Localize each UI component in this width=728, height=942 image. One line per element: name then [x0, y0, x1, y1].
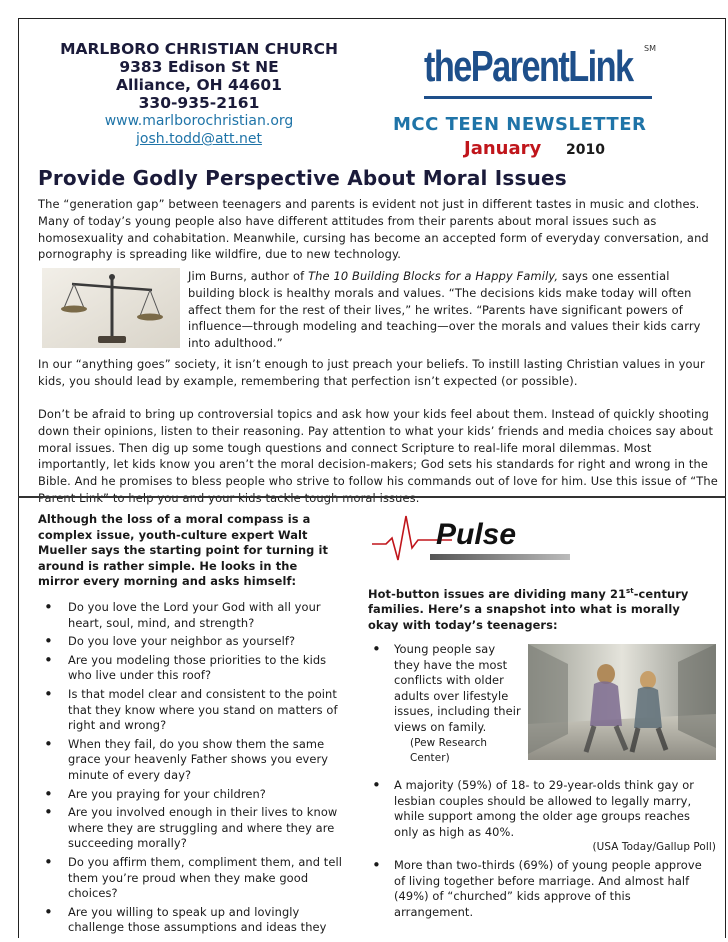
mirror-questions-list	[38, 600, 344, 939]
section-divider	[18, 496, 726, 498]
list-item: • Are you willing to speak up and lovingly challenge those assumptions and ideas they	[38, 905, 344, 936]
church-phone: 330-935-2161	[138, 94, 260, 112]
list-item: • When they fail, do you show them the same grace your heavenly Father shows you every minute of every day?	[38, 737, 344, 784]
list-item: • Do you love your neighbor as yourself?	[38, 634, 344, 650]
stat-text: More than two-thirds (69%) of young people approve of living together before marriage. And almost half (49%) of “churched” kids approve of this arrangement.	[394, 858, 702, 919]
stat-source: (USA Today/Gallup Poll)	[592, 841, 716, 854]
newsletter-title: MCC TEEN NEWSLETTER	[393, 114, 647, 135]
pulse-intro	[368, 584, 714, 634]
pulse-stat-marriage	[372, 776, 716, 856]
mirror-questions-heading: Although the loss of a moral compass is a complex issue, youth-culture expert Walt Mueller says the starting point for turning it around is rather simple. He looks in the mirror every morning and asks himself:	[38, 512, 329, 589]
logo-underline	[424, 96, 652, 99]
bullet-icon: •	[372, 640, 381, 658]
pulse-underline	[430, 554, 570, 560]
pulse-stat-conflicts	[372, 640, 522, 767]
book-title: The 10 Building Blocks for a Happy Family,	[308, 269, 559, 283]
pulse-intro-a: Hot-button issues are dividing many 21	[368, 586, 627, 601]
newsletter-month: January	[464, 138, 542, 159]
article-paragraph-lead-by-example: In our “anything goes” society, it isn’t enough to just preach your beliefs. To instill lasting Christian values in your kids, you should lead by example, remembering that perfection isn’t expected (or possible).	[38, 357, 705, 388]
pulse-intro-b: -century families. Here’s a snapshot into what is morally okay with today’s teenagers:	[368, 586, 689, 632]
article-paragraph-controversial-topics: Don’t be afraid to bring up controversial topics and ask how your kids feel about them. Instead of quickly shooting down their opinions, listen to their reasoning. Pay attention to what your kids’ friends and media choices say about moral issues. Then dig up some tough questions and connect Scripture to real-life moral dilemmas. Most importantly, let kids know you aren’t the moral decision-makers; God sets his standards for right and wrong in the Bible. And he promises to bless people who strive to follow his commands out of love for him. Use this issue of “The	[38, 407, 718, 489]
quote-lead-in: Jim Burns, author of	[188, 269, 309, 283]
service-mark: SM	[644, 44, 656, 53]
church-website-link[interactable]: www.marlborochristian.org	[104, 113, 294, 129]
list-item: • Do you affirm them, compliment them, and tell them you’re proud when they make good choices?	[38, 855, 344, 902]
newsletter-year: 2010	[566, 142, 605, 158]
running-kids-photo	[528, 644, 716, 760]
parent-link-logo	[424, 40, 664, 100]
stat-text: A majority (59%) of 18- to 29-year-olds think gay or lesbian couples should be allowed to legally marry, while support among the older age groups reaches only as high as 40%.	[394, 778, 695, 839]
church-street: 9383 Edison St NE	[119, 58, 279, 76]
logo-text: theParentLink	[424, 42, 633, 91]
list-item: • Are you praying for your children?	[38, 787, 344, 803]
quote-body: says one essential building block is healthy morals and values. “The decisions kids make today will often affect them for the rest of their lives,” he writes. “Parents have significant powers of influence—through modeling and teaching—over the morals and values their kids carry into adulthood.”	[188, 269, 701, 351]
church-email-link[interactable]: josh.todd@att.net	[136, 131, 262, 147]
article-intro: The “generation gap” between teenagers and parents is evident not just in different tastes in music and clothes. Many of today’s young people also have different attitudes from their parents about moral issues such as homosexuality and cohabitation. Meanwhile, cursing has become an accepted form of everyday conversation, and pornography is spreading like wildfire, due to new technology.	[38, 197, 709, 262]
list-item: • Do you love the Lord your God with all your heart, soul, mind, and strength?	[38, 600, 344, 631]
list-item: • Is that model clear and consistent to the point that they know where you stand on matters of right and wrong?	[38, 687, 344, 734]
bullet-icon: •	[372, 856, 381, 874]
list-item: • Are you modeling those priorities to the kids who live under this roof?	[38, 653, 344, 684]
pulse-intro-sup: st	[626, 587, 634, 595]
balance-scale-image	[42, 268, 180, 348]
church-city: Alliance, OH 44601	[116, 76, 282, 94]
pulse-title: Pulse	[436, 518, 517, 551]
list-item: • Are you involved enough in their lives to know where they are struggling and where they are succeeding morally?	[38, 805, 344, 852]
bullet-icon: •	[372, 776, 381, 794]
stat-text: Young people say they have the most conflicts with older adults over lifestyle issues, including their views on family.	[394, 642, 521, 734]
pulse-stat-cohabitation	[372, 856, 712, 920]
church-contact-block	[36, 40, 362, 148]
jim-burns-quote	[188, 268, 708, 352]
stat-source: (Pew Research Center)	[410, 736, 488, 765]
church-name: MARLBORO CHRISTIAN CHURCH	[60, 40, 338, 58]
article-headline: Provide Godly Perspective About Moral Issues	[38, 166, 567, 190]
